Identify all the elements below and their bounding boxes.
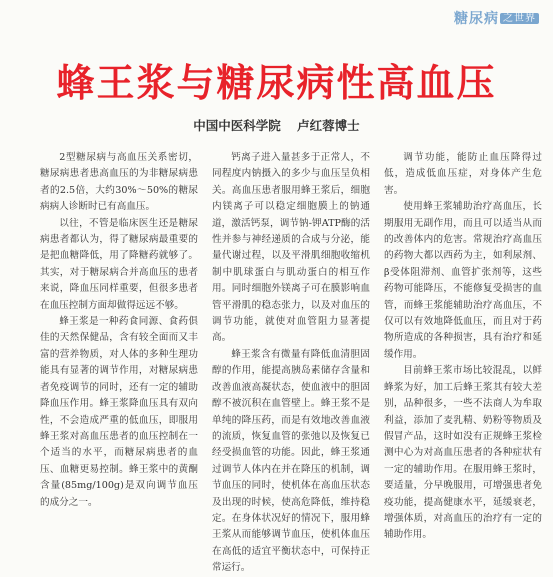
- paragraph: 蜂王浆是一种药食同源、食药俱佳的天然保健品，含有较全面而又丰富的营养物质，对人体的多种生理功能具有显著的调节作用，对糖尿病患者免疫调节的同时，还有一定的辅助降血压作用。蜂王浆降血压具有双向性，不会造成严重的低血压，即服用蜂王浆对高血压患者的血压控制在一个适当的水平，而糖尿病患者的血压、血糖更易控制。蜂王浆中的黄酮含量(85mg/100g)是双向调节血压的成分之一。: [40, 316, 198, 508]
- paragraph: 2型糖尿病与高血压关系密切，糖尿病患者患高血压的为非糖尿病患者的2.5倍，大约30%～50%的糖尿病病人诊断时已有高血压。: [40, 152, 198, 213]
- paragraph: 使用蜂王浆辅助治疗高血压，长期服用无副作用，而且可以适当从而的改善体内的危害。常规治疗高血压的药物大都以西药为主，如利尿剂、β受体阻滞剂、血管扩张剂等，这些药物可能降压，不能修复受损害的血管，而蜂王浆能辅助治疗高血压，不仅可以有效地降低血压，而且对于药物所造成的各种损害，具有治疗和延缓作用。: [384, 201, 542, 360]
- article-title: 蜂王浆与糖尿病性高血压: [56, 60, 497, 105]
- paragraph: 蜂王浆含有微量有降低血清胆固醇的作用，能提高胰岛素储存含量和改善血液高凝状态，使血液中的胆固醇不被沉积在血管壁上。蜂王浆不是单纯的降压药，而是有效地改善血液的流质，恢复血管的张弛以及恢复已经受损血管的功能。因此，蜂王浆通过调节人体内在并在降压的机制，调节血压的同时，使机体在高血压状态及出现的时候，使高危降低，维持稳定。在身体状况好的情况下，服用蜂王浆从而能够调节血压，使机体血压在高低的适宜平衡状态中，可保持正常运行。: [212, 348, 370, 574]
- journal-logo-sub: 之世界: [500, 13, 539, 24]
- author-institution: 中国中医科学院: [193, 118, 281, 133]
- text-column-1: [40, 150, 198, 508]
- text-column-3: [384, 150, 542, 541]
- text-column-2: [212, 150, 370, 574]
- journal-logo: [454, 8, 539, 28]
- paragraph: 钙离子进入量甚多于正常人，不同程度内钠摄入的多少与血压呈负相关。高血压患者服用蜂王浆后，细胞内镁离子可以稳定细胞膜上的钠通道，激活钙泵，调节钠-钾ATP酶的活性并参与神经递质的合成与分泌，能量代谢过程，以及平滑肌细胞收缩机制中肌球蛋白与肌动蛋白的相互作用。同时细胞外镁离子可在膜影响血管平滑肌的稳态张力，以及对血压的调节功能，就使对血管阻力显著提高。: [212, 152, 370, 344]
- paragraph: 目前蜂王浆市场比较混乱，以鲜蜂浆为好，加工后蜂王浆其有较大差别，品种很多，一些不法商人为牟取利益，添加了麦乳精、奶粉等物质及假冒产品，这时如没有正规蜂王浆检测中心为对高血压患者的各种症状有一定的辅助作用。在服用蜂王浆时，要适量，分早晚服用，可增强患者免疫功能，提高健康水平，延缓衰老，增强体质，对高血压的治疗有一定的辅助作用。: [384, 365, 542, 541]
- byline: [0, 116, 553, 134]
- journal-logo-main: 糖尿病: [454, 11, 499, 27]
- paragraph: 以往，不管是临床医生还是糖尿病患者都认为，得了糖尿病最重要的是把血糖降低，用了降糖药就够了。其实，对于糖尿病合并高血压的患者来说，降血压同样重要，但很多患者在血压控制方面却做得远远不够。: [40, 217, 198, 311]
- author-name: 卢红蓉博士: [297, 118, 360, 133]
- article-body: [40, 150, 542, 574]
- paragraph: 调节功能，能防止血压降得过低，造成低血压症，对身体产生危害。: [384, 152, 542, 196]
